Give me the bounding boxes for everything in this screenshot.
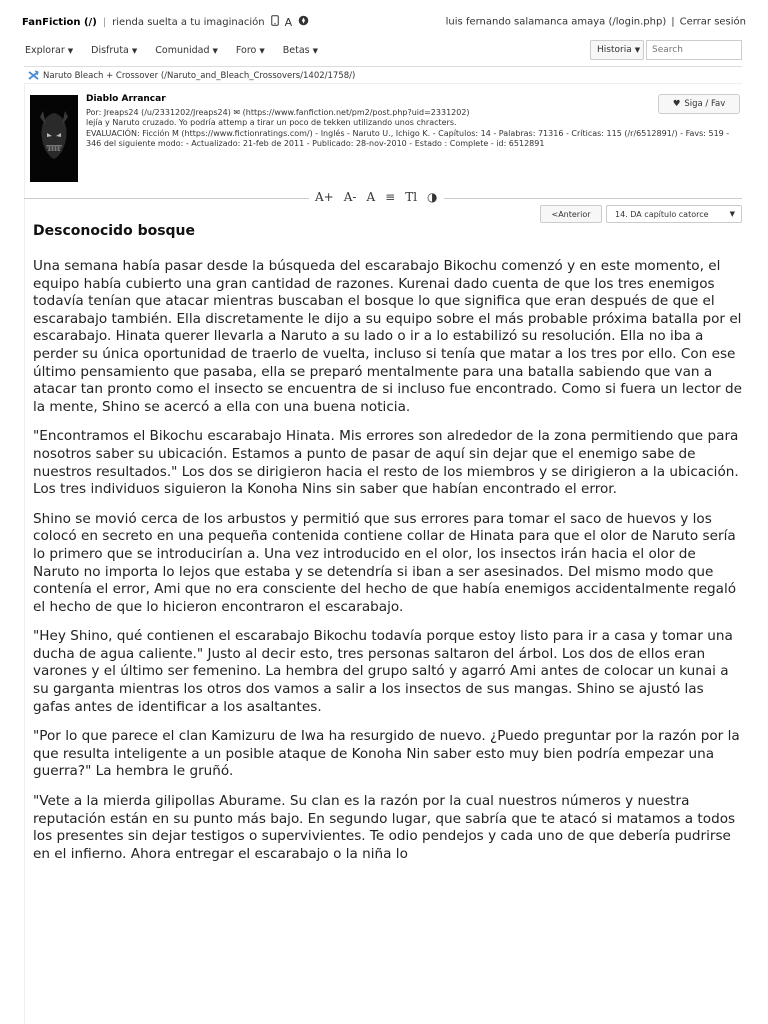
tagline: rienda suelta a tu imaginación xyxy=(112,16,265,28)
caret-down-icon: ▼ xyxy=(312,47,319,55)
heart-icon: ♥ xyxy=(672,99,681,109)
chapter-title: Desconocido bosque xyxy=(33,223,196,239)
story-details: EVALUACIÓN: Ficción M (https://www.fictionratings.com/) - Inglés - Naruto U., Ichigo K. - Capítulos: 14 - Palabras: 71316 - Críticas: 115 (/r/6512891/) - Favs: 519 - 346 del siguiente modo: - Actualizado: 21-feb de 2011 - Publicado: 28-nov-2010 - Estado : Complete - id: 6512891 xyxy=(86,128,730,149)
font-size-icon[interactable]: A xyxy=(284,15,293,29)
top-bar xyxy=(0,0,768,40)
story-meta xyxy=(86,108,736,150)
caret-down-icon: ▼ xyxy=(212,47,218,55)
paragraph: Shino se movió cerca de los arbustos y permitió que sus errores para tomar el saco de huevos y los colocó en secreto en una pequeña contenida contiene collar de Hinata para que el olor de Naruto sería lo primero que se introducirían a. Una vez introducido en el olor, los insectos irán hacia el olor de Naruto no importa lo lejos que estaba y se detendría si iban a ser asesinados. Del mismo modo que contenía el error, Ami que no era consciente del hecho de que había enemigos accidentalmente regaló el hecho de que lo hicieron encontraron el escarabajo. xyxy=(33,510,737,615)
line-spacing-icon[interactable]: Tl xyxy=(405,190,418,204)
site-logo[interactable]: FanFiction (/) xyxy=(22,16,97,28)
user-link[interactable]: luis fernando salamanca amaya (/login.php) xyxy=(445,16,667,28)
historia-label: Historia xyxy=(597,45,632,55)
top-bar-right xyxy=(446,17,746,28)
menu-disfruta[interactable] xyxy=(91,45,137,56)
caret-down-icon: ▼ xyxy=(634,46,641,54)
phone-icon[interactable] xyxy=(271,15,279,29)
menu-betas[interactable] xyxy=(283,45,318,56)
caret-down-icon: ▼ xyxy=(131,47,138,55)
menu-label: Betas xyxy=(282,45,310,56)
chapter-select-value: 14. DA capítulo catorce xyxy=(615,209,709,219)
crossover-icon xyxy=(28,70,39,81)
text-width-icon[interactable]: ≡ xyxy=(385,190,396,204)
story-title: Diablo Arrancar xyxy=(86,94,166,104)
font-decrease-icon[interactable]: A- xyxy=(343,190,357,204)
author-line[interactable]: Por: Jreaps24 (/u/2331202/Jreaps24) ✉ (https://www.fanfiction.net/pm2/post.php?uid=2331202) xyxy=(86,108,470,117)
menu-foro[interactable] xyxy=(236,45,265,56)
caret-down-icon: ▼ xyxy=(259,47,265,55)
font-increase-icon[interactable]: A+ xyxy=(315,190,334,204)
logout-link[interactable]: Cerrar sesión xyxy=(679,16,746,28)
menu-label: Explorar xyxy=(25,45,65,56)
caret-down-icon: ▼ xyxy=(67,47,74,55)
divider xyxy=(24,83,742,84)
nav-bar xyxy=(0,40,768,66)
top-bar-left xyxy=(22,15,309,29)
reader-tools xyxy=(309,190,444,204)
breadcrumb[interactable] xyxy=(28,70,355,81)
paragraph: "Hey Shino, qué contienen el escarabajo Bikochu todavía porque estoy listo para ir a casa y tomar una ducha de agua caliente." Justo al decir esto, tres personas saltaron del árbol. Los dos de ellos eran varones y el último ser femenino. La hembra del grupo saltó y agarró Ami antes de colocar un kunai a su garganta mientras los otros dos vamos a salir a los insectos de sus mangas. Shino se ajustó las gafas antes de identificar a los asaltantes. xyxy=(33,628,733,715)
separator: | xyxy=(102,16,107,28)
font-reset-icon[interactable]: A xyxy=(366,190,376,204)
separator: | xyxy=(671,16,675,28)
menu-explorar[interactable] xyxy=(25,45,73,56)
follow-fav-button[interactable] xyxy=(658,94,740,114)
story-summary: lejía y Naruto cruzado. Yo podría attemp a tirar un poco de tekken utilizando unos chracters. xyxy=(86,118,457,128)
historia-button[interactable] xyxy=(590,40,644,60)
story-cover-image[interactable] xyxy=(30,95,78,182)
menu-label: Disfruta xyxy=(91,45,129,56)
caret-down-icon: ▼ xyxy=(729,210,735,218)
menu-label: Foro xyxy=(235,45,257,56)
menu-comunidad[interactable] xyxy=(155,45,218,56)
menu-label: Comunidad xyxy=(155,45,210,56)
main-menu xyxy=(25,45,318,56)
breadcrumb-text: Naruto Bleach + Crossover (/Naruto_and_Bleach_Crossovers/1402/1758/) xyxy=(43,70,356,81)
compass-icon[interactable] xyxy=(298,15,309,29)
paragraph: Una semana había pasar desde la búsqueda del escarabajo Bikochu comenzó y en este momento, el equipo había cubierto una gran cantidad de razones. Kurenai dado cuenta de que los tres enemigos todavía tenían que atacar mientras buscaban el bosque lo que significa que eran después de que el escarabajo también. Ella discretamente le dijo a su equipo sobre el más probable próxima batalla por el escarabajo. Hinata querer llevarla a Naruto a su lado o ir a lo estabilizó su resolución. Ella no iba a perder su única oportunidad de traerlo de vuelta, incluso si tenía que matar a los tres por ello. Con ese último pensamiento que pasaba, ella se preparó mentalmente para una batalla sabiendo que van a atacar tan pronto como el insecto se encuentra de si incluso fue encontrado. Como si fuera un lector de la mente, Shino se acercó a ella con una buena noticia. xyxy=(33,258,743,415)
search-input[interactable] xyxy=(646,40,742,60)
divider xyxy=(24,66,742,67)
previous-chapter-button[interactable]: <Anterior xyxy=(540,205,602,223)
contrast-icon[interactable]: ◑ xyxy=(427,190,438,204)
paragraph: "Por lo que parece el clan Kamizuru de Iwa ha resurgido de nuevo. ¿Puedo preguntar por la razón por la que resulta inteligente a un posible ataque de Konoha Nin saber esto muy bien podría empezar una guerra?" La hembra le gruñó. xyxy=(33,728,740,780)
content-border xyxy=(24,84,25,1024)
story-text xyxy=(33,258,743,875)
paragraph: "Encontramos el Bikochu escarabajo Hinata. Mis errores son alrededor de la zona permitiendo que para nosotros saber su ubicación. Estamos a punto de pasar de aquí sin dejar que el enemigo sabe de nuestros resultados." Los dos se dirigieron hacia el resto de los miembros y se dirigieron a la ubicación. Los tres individuos siguieron la Konoha Nins sin saber que habían encontrado el error. xyxy=(33,428,739,498)
chapter-select[interactable] xyxy=(606,205,742,223)
follow-label: Siga / Fav xyxy=(684,99,726,109)
paragraph: "Vete a la mierda gilipollas Aburame. Su clan es la razón por la cual nuestros números y nuestra reputación están en su punto más bajo. En segundo lugar, que sabría que te atacó si matamos a todos los presentes sin dejar testigos o supervivientes. Te odio pendejos y cada uno de que debería pudrirse en el infierno. Ahora entregar el escarabajo o la niña lo xyxy=(33,793,736,862)
